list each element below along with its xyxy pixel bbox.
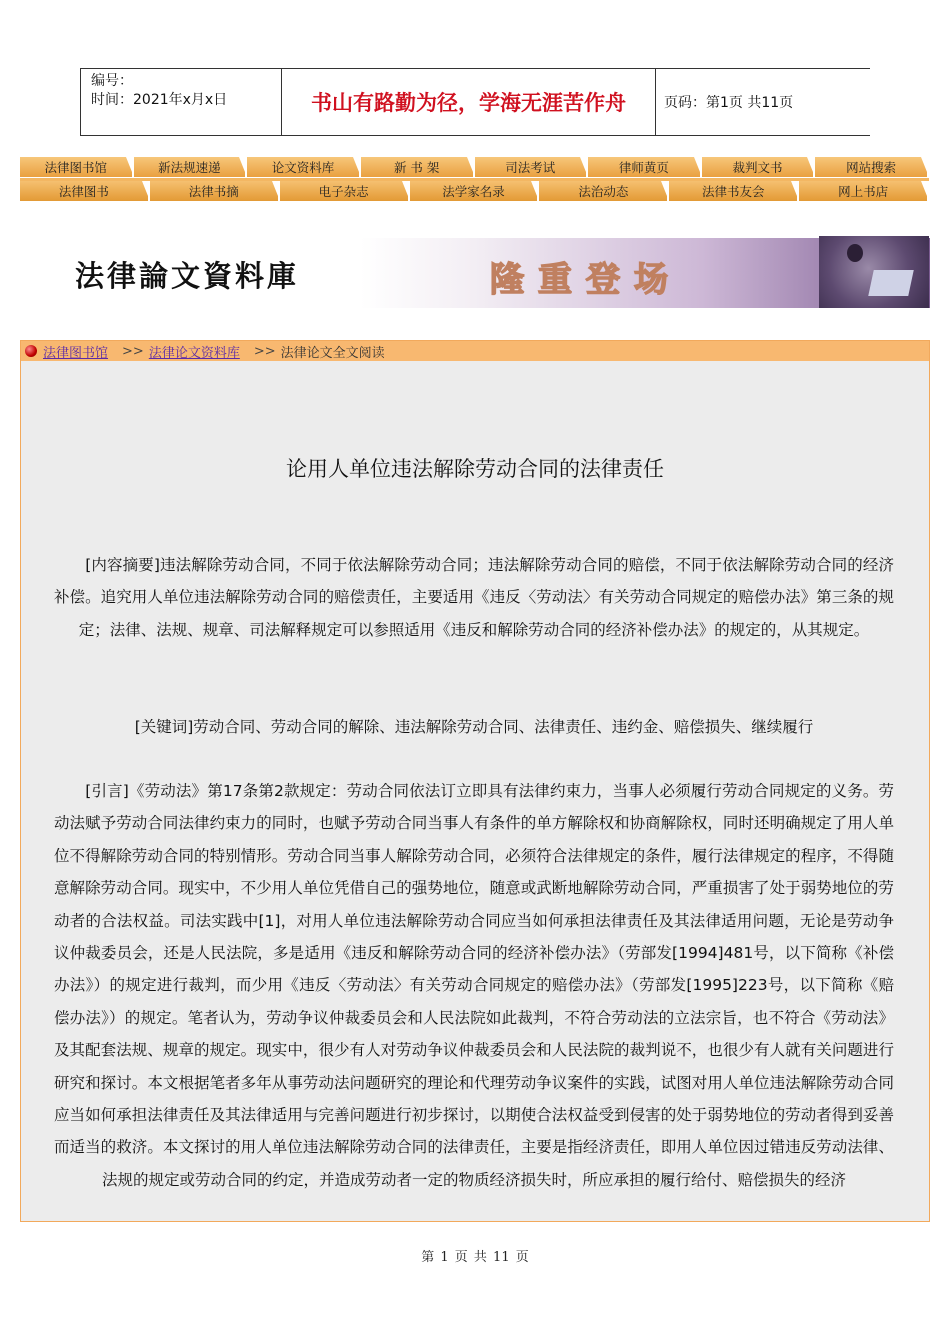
banner-title: 法律論文資料庫 <box>75 259 300 293</box>
nav-tab-law-books[interactable]: 法律图书 <box>20 181 150 201</box>
page-footer: 第 1 页 共 11 页 <box>421 1250 529 1265</box>
nav-tab-book-club[interactable]: 法律书友会 <box>669 181 799 201</box>
article-keywords: [关键词]劳动合同、劳动合同的解除、违法解除劳动合同、法律责任、违约金、赔偿损失、继续履行 <box>134 718 814 736</box>
nav-tab-site-search[interactable]: 网站搜索 <box>815 157 929 177</box>
breadcrumb <box>21 341 929 361</box>
header-motto: 书山有路勤为径，学海无涯苦作舟 <box>282 69 656 135</box>
intro-text: [引言]《劳动法》第17条第2款规定：劳动合同依法订立即具有法律约束力，当事人必须履行劳动合同规定的义务。劳动法赋予劳动合同法律约束力的同时，也赋予劳动合同当事人有条件的单方解除权和协商解除权，同时还明确规定了用人单位不得解除劳动合同的特别情形。劳动合同当事人解除劳动合同，必须符合法律规定的条件，履行法律规定的程序，不得随意解除劳动合同。现实中，不少用人单位凭借自己的强势地位，随意或武断地解除劳动合同，严重损害了处于弱势地位的劳动者的合法权益。司法实践中[1]，对用人单位违法解除劳动合同应当如何承担法律责任及其法律适用问题，无论是劳动争议仲裁委员会，还是人民法院，多是适用《违反和解除劳动合同的经济补偿办法》（劳部发[1994]481号，以下简称《补偿办法》）的规定进行裁判，而少用《违反〈劳动法〉有关劳动合同规定的赔偿办法》（劳部发[1995]223号，以下简称《赔偿办法》）的规定。笔者认为，劳动争议仲裁委员会和人民法院如此裁判，不符合劳动法的立法宗旨，也不符合《劳动法》及其配套法规、规章的规定。现实中，很少有人对劳动争议仲裁委员会和人民法院的裁判说不，也很少有人就有关问题进行研究和探讨。本文根据笔者多年从事劳动法问题研究的理论和代理劳动争议案件的实践，试图对用人单位违法解除劳动合同应当如何承担法律责任及其法律适用与完善问题进行初步探讨，以期使合法权益受到侵害的处于弱势地位的劳动者得到妥善而适当的救济。本文探讨的用人单位违法解除劳动合同的法律责任，主要是指经济责任，即用人单位因过错违反劳动法律、法规的规定或劳动合同的约定，并造成劳动者一定的物质经济损失时，所应承担的履行给付、赔偿损失的经济 <box>54 782 894 1189</box>
nav-tab-judgments[interactable]: 裁判文书 <box>702 157 816 177</box>
banner-photo <box>819 236 929 308</box>
nav-tab-papers[interactable]: 论文资料库 <box>247 157 361 177</box>
nav-tab-rule-of-law-news[interactable]: 法治动态 <box>539 181 669 201</box>
laptop-screen <box>868 270 914 296</box>
article-intro <box>54 775 894 1196</box>
article-abstract <box>54 549 894 646</box>
bullet-icon <box>25 345 37 357</box>
nav-tab-library[interactable]: 法律图书馆 <box>20 157 134 177</box>
abstract-text: [内容摘要]违法解除劳动合同，不同于依法解除劳动合同；违法解除劳动合同的赔偿，不同于依法解除劳动合同的经济补偿。追究用人单位违法解除劳动合同的赔偿责任，主要适用《违反〈劳动法〉有关劳动合同规定的赔偿办法》第三条的规定；法律、法规、规章、司法解释规定可以参照适用《违反和解除劳动合同的经济补偿办法》的规定的，从其规定。 <box>54 556 894 639</box>
article-title: 论用人单位违法解除劳动合同的法律责任 <box>286 457 664 481</box>
nav-primary <box>20 157 929 177</box>
nav-secondary <box>20 181 929 201</box>
nav-tab-new-books[interactable]: 新 书 架 <box>361 157 475 177</box>
banner-slogan: 隆重登场 <box>490 260 682 300</box>
banner <box>20 230 929 310</box>
nav-tab-bar-exam[interactable]: 司法考试 <box>475 157 589 177</box>
time-label: 时间：2021年x月x日 <box>91 92 228 108</box>
person-silhouette <box>847 244 863 262</box>
number-label: 编号： <box>91 73 133 89</box>
breadcrumb-link-home[interactable]: 法律图书馆 <box>43 345 109 361</box>
breadcrumb-separator: >> <box>122 343 144 359</box>
nav-tab-book-excerpts[interactable]: 法律书摘 <box>150 181 280 201</box>
breadcrumb-separator: >> <box>253 343 276 359</box>
document-header <box>80 68 870 136</box>
nav-tab-new-laws[interactable]: 新法规速递 <box>134 157 248 177</box>
nav-tab-jurists[interactable]: 法学家名录 <box>410 181 540 201</box>
article-panel <box>20 340 930 1222</box>
nav-tab-e-magazines[interactable]: 电子杂志 <box>280 181 410 201</box>
nav-tab-lawyers[interactable]: 律师黄页 <box>588 157 702 177</box>
header-meta <box>80 69 282 135</box>
breadcrumb-current: 法律论文全文阅读 <box>280 345 385 361</box>
nav-tab-online-bookstore[interactable]: 网上书店 <box>799 181 929 201</box>
breadcrumb-link-papers[interactable]: 法律论文资料库 <box>148 345 240 361</box>
header-page-label: 页码：第1页 共11页 <box>664 95 794 111</box>
